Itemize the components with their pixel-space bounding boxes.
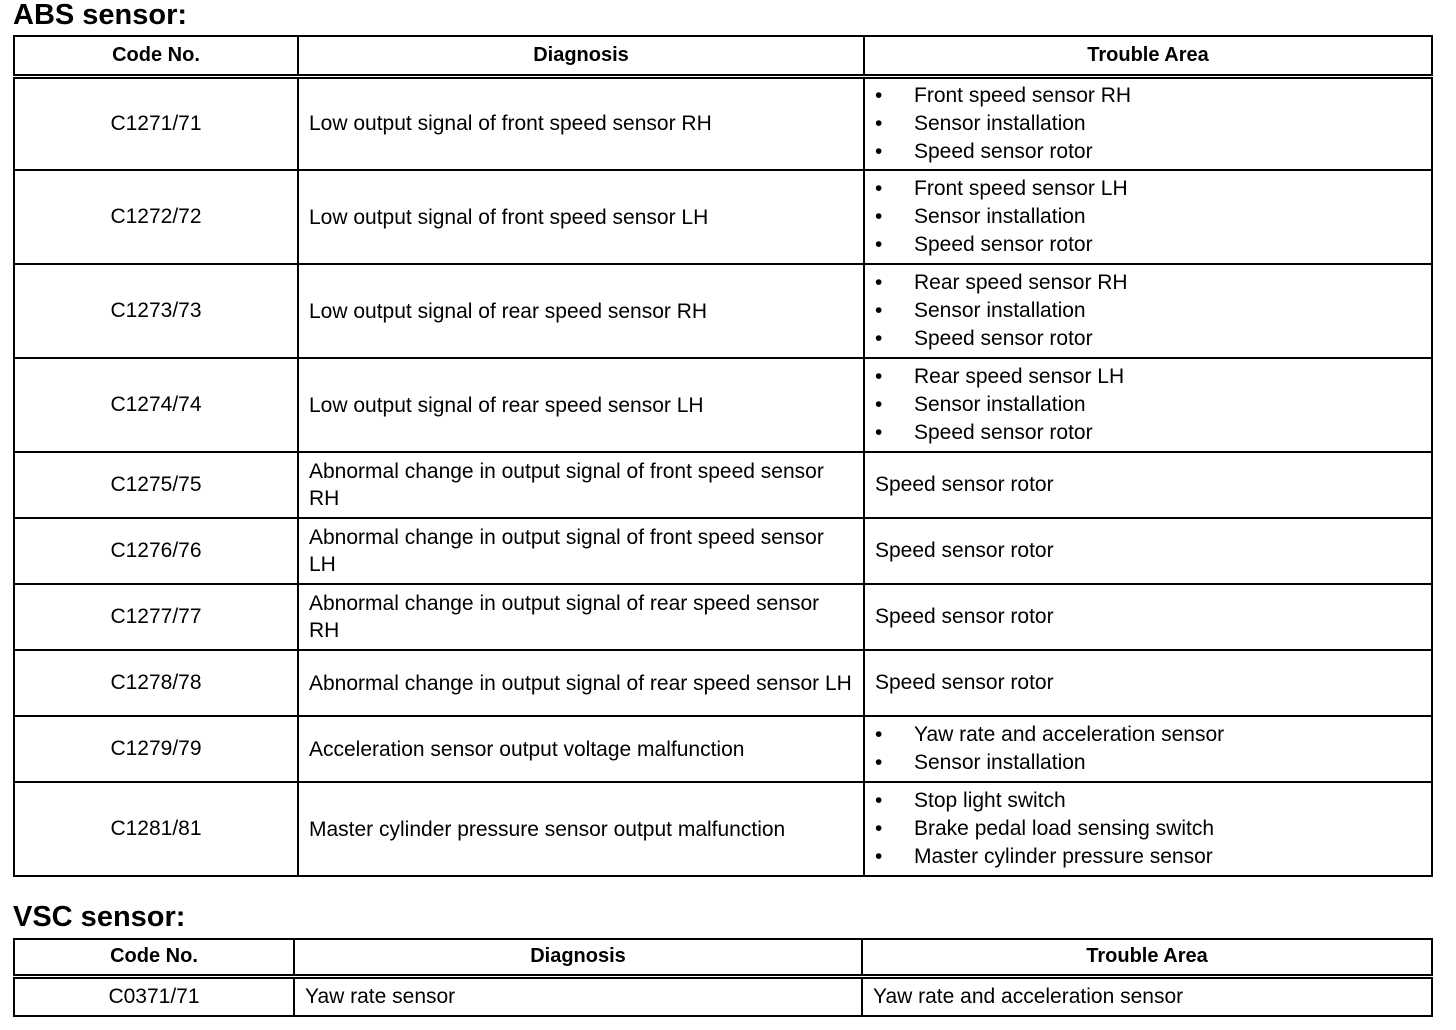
- table-row: [14, 76, 1432, 170]
- trouble-area-cell: [864, 170, 1432, 264]
- trouble-area-list: [875, 175, 1431, 259]
- trouble-area-column-header: Trouble Area: [864, 36, 1432, 76]
- bullet-icon: •: [875, 111, 883, 135]
- trouble-area-item: Sensor installation: [914, 111, 1086, 135]
- list-item: [875, 843, 1431, 871]
- table-row: [14, 716, 1432, 782]
- code-cell: C1273/73: [14, 264, 298, 358]
- table-row: [14, 452, 1432, 518]
- list-item: [875, 297, 1431, 325]
- list-item: [875, 721, 1431, 749]
- bullet-icon: •: [875, 421, 883, 444]
- diagnosis-cell: Abnormal change in output signal of rear speed sensor LH: [298, 650, 864, 716]
- diagnosis-cell: Low output signal of rear speed sensor RH: [298, 264, 864, 358]
- trouble-area-cell: Speed sensor rotor: [864, 518, 1432, 584]
- bullet-icon: •: [875, 205, 883, 228]
- trouble-area-cell: [864, 782, 1432, 876]
- diagnosis-cell: Master cylinder pressure sensor output malfunction: [298, 782, 864, 876]
- list-item: [875, 815, 1431, 843]
- header-row: [14, 939, 1432, 976]
- trouble-area-cell: Yaw rate and acceleration sensor: [862, 976, 1432, 1016]
- bullet-icon: •: [875, 789, 883, 812]
- trouble-area-list: [875, 721, 1431, 777]
- table-row: [14, 976, 1432, 1016]
- code-cell: C0371/71: [14, 976, 294, 1016]
- diagnosis-cell: Abnormal change in output signal of front speed sensor RH: [298, 452, 864, 518]
- code-cell: C1272/72: [14, 170, 298, 264]
- table-row: [14, 170, 1432, 264]
- trouble-area-list: [875, 269, 1431, 353]
- bullet-icon: •: [875, 723, 883, 746]
- diagnosis-cell: Abnormal change in output signal of rear speed sensor RH: [298, 584, 864, 650]
- vsc-sensor-table: [13, 938, 1433, 1017]
- list-item: [875, 269, 1431, 297]
- trouble-area-item: Sensor installation: [914, 393, 1086, 416]
- bullet-icon: •: [875, 139, 883, 163]
- diagnosis-cell: Acceleration sensor output voltage malfunction: [298, 716, 864, 782]
- code-cell: C1279/79: [14, 716, 298, 782]
- trouble-area-item: Stop light switch: [914, 789, 1066, 812]
- trouble-area-item: Master cylinder pressure sensor: [914, 845, 1213, 868]
- trouble-area-list: [875, 363, 1431, 447]
- bullet-icon: •: [875, 751, 883, 774]
- trouble-area-cell: [864, 76, 1432, 170]
- list-item: [875, 419, 1431, 447]
- code-column-header: Code No.: [14, 36, 298, 76]
- list-item: [875, 203, 1431, 231]
- list-item: [875, 363, 1431, 391]
- table-row: [14, 650, 1432, 716]
- table-row: [14, 264, 1432, 358]
- bullet-icon: •: [875, 83, 883, 107]
- code-cell: C1277/77: [14, 584, 298, 650]
- vsc-table-body: [14, 976, 1432, 1016]
- code-cell: C1281/81: [14, 782, 298, 876]
- abs-sensor-heading: ABS sensor:: [13, 0, 188, 31]
- trouble-area-item: Yaw rate and acceleration sensor: [914, 723, 1225, 746]
- bullet-icon: •: [875, 271, 883, 294]
- code-cell: C1271/71: [14, 76, 298, 170]
- trouble-area-item: Speed sensor rotor: [914, 233, 1093, 256]
- abs-table-body: [14, 76, 1432, 876]
- trouble-area-item: Sensor installation: [914, 205, 1086, 228]
- bullet-icon: •: [875, 817, 883, 840]
- table-row: [14, 782, 1432, 876]
- trouble-area-cell: Speed sensor rotor: [864, 650, 1432, 716]
- list-item: [875, 82, 1431, 110]
- trouble-area-cell: [864, 358, 1432, 452]
- diagnosis-cell: Low output signal of front speed sensor RH: [298, 76, 864, 170]
- code-cell: C1276/76: [14, 518, 298, 584]
- code-cell: C1274/74: [14, 358, 298, 452]
- diagnosis-cell: Yaw rate sensor: [294, 976, 862, 1016]
- trouble-area-item: Front speed sensor LH: [914, 177, 1128, 200]
- list-item: [875, 325, 1431, 353]
- trouble-area-cell: [864, 264, 1432, 358]
- bullet-icon: •: [875, 393, 883, 416]
- diagnosis-cell: Low output signal of front speed sensor LH: [298, 170, 864, 264]
- trouble-area-item: Brake pedal load sensing switch: [914, 817, 1215, 840]
- trouble-area-item: Speed sensor rotor: [914, 327, 1093, 350]
- bullet-icon: •: [875, 845, 883, 868]
- bullet-icon: •: [875, 177, 883, 200]
- trouble-area-cell: [864, 716, 1432, 782]
- diagnosis-cell: Low output signal of rear speed sensor LH: [298, 358, 864, 452]
- abs-sensor-table: [13, 35, 1433, 877]
- code-column-header: Code No.: [14, 939, 294, 976]
- list-item: [875, 231, 1431, 259]
- bullet-icon: •: [875, 233, 883, 256]
- table-row: [14, 358, 1432, 452]
- code-cell: C1278/78: [14, 650, 298, 716]
- bullet-icon: •: [875, 365, 883, 388]
- bullet-icon: •: [875, 299, 883, 322]
- diagnosis-cell: Abnormal change in output signal of front speed sensor LH: [298, 518, 864, 584]
- trouble-area-item: Rear speed sensor LH: [914, 365, 1125, 388]
- list-item: [875, 138, 1431, 166]
- trouble-area-cell: Speed sensor rotor: [864, 452, 1432, 518]
- trouble-area-item: Sensor installation: [914, 299, 1086, 322]
- diagnosis-column-header: Diagnosis: [298, 36, 864, 76]
- trouble-area-item: Front speed sensor RH: [914, 83, 1132, 107]
- trouble-area-item: Speed sensor rotor: [914, 139, 1093, 163]
- trouble-area-list: [875, 82, 1431, 166]
- code-cell: C1275/75: [14, 452, 298, 518]
- list-item: [875, 110, 1431, 138]
- trouble-area-item: Sensor installation: [914, 751, 1086, 774]
- list-item: [875, 749, 1431, 777]
- list-item: [875, 787, 1431, 815]
- list-item: [875, 175, 1431, 203]
- table-row: [14, 584, 1432, 650]
- trouble-area-list: [875, 787, 1431, 871]
- table-row: [14, 518, 1432, 584]
- trouble-area-column-header: Trouble Area: [862, 939, 1432, 976]
- trouble-area-cell: Speed sensor rotor: [864, 584, 1432, 650]
- diagnosis-column-header: Diagnosis: [294, 939, 862, 976]
- trouble-area-item: Speed sensor rotor: [914, 421, 1093, 444]
- list-item: [875, 391, 1431, 419]
- header-row: [14, 36, 1432, 76]
- trouble-area-item: Rear speed sensor RH: [914, 271, 1128, 294]
- bullet-icon: •: [875, 327, 883, 350]
- vsc-sensor-heading: VSC sensor:: [13, 901, 186, 933]
